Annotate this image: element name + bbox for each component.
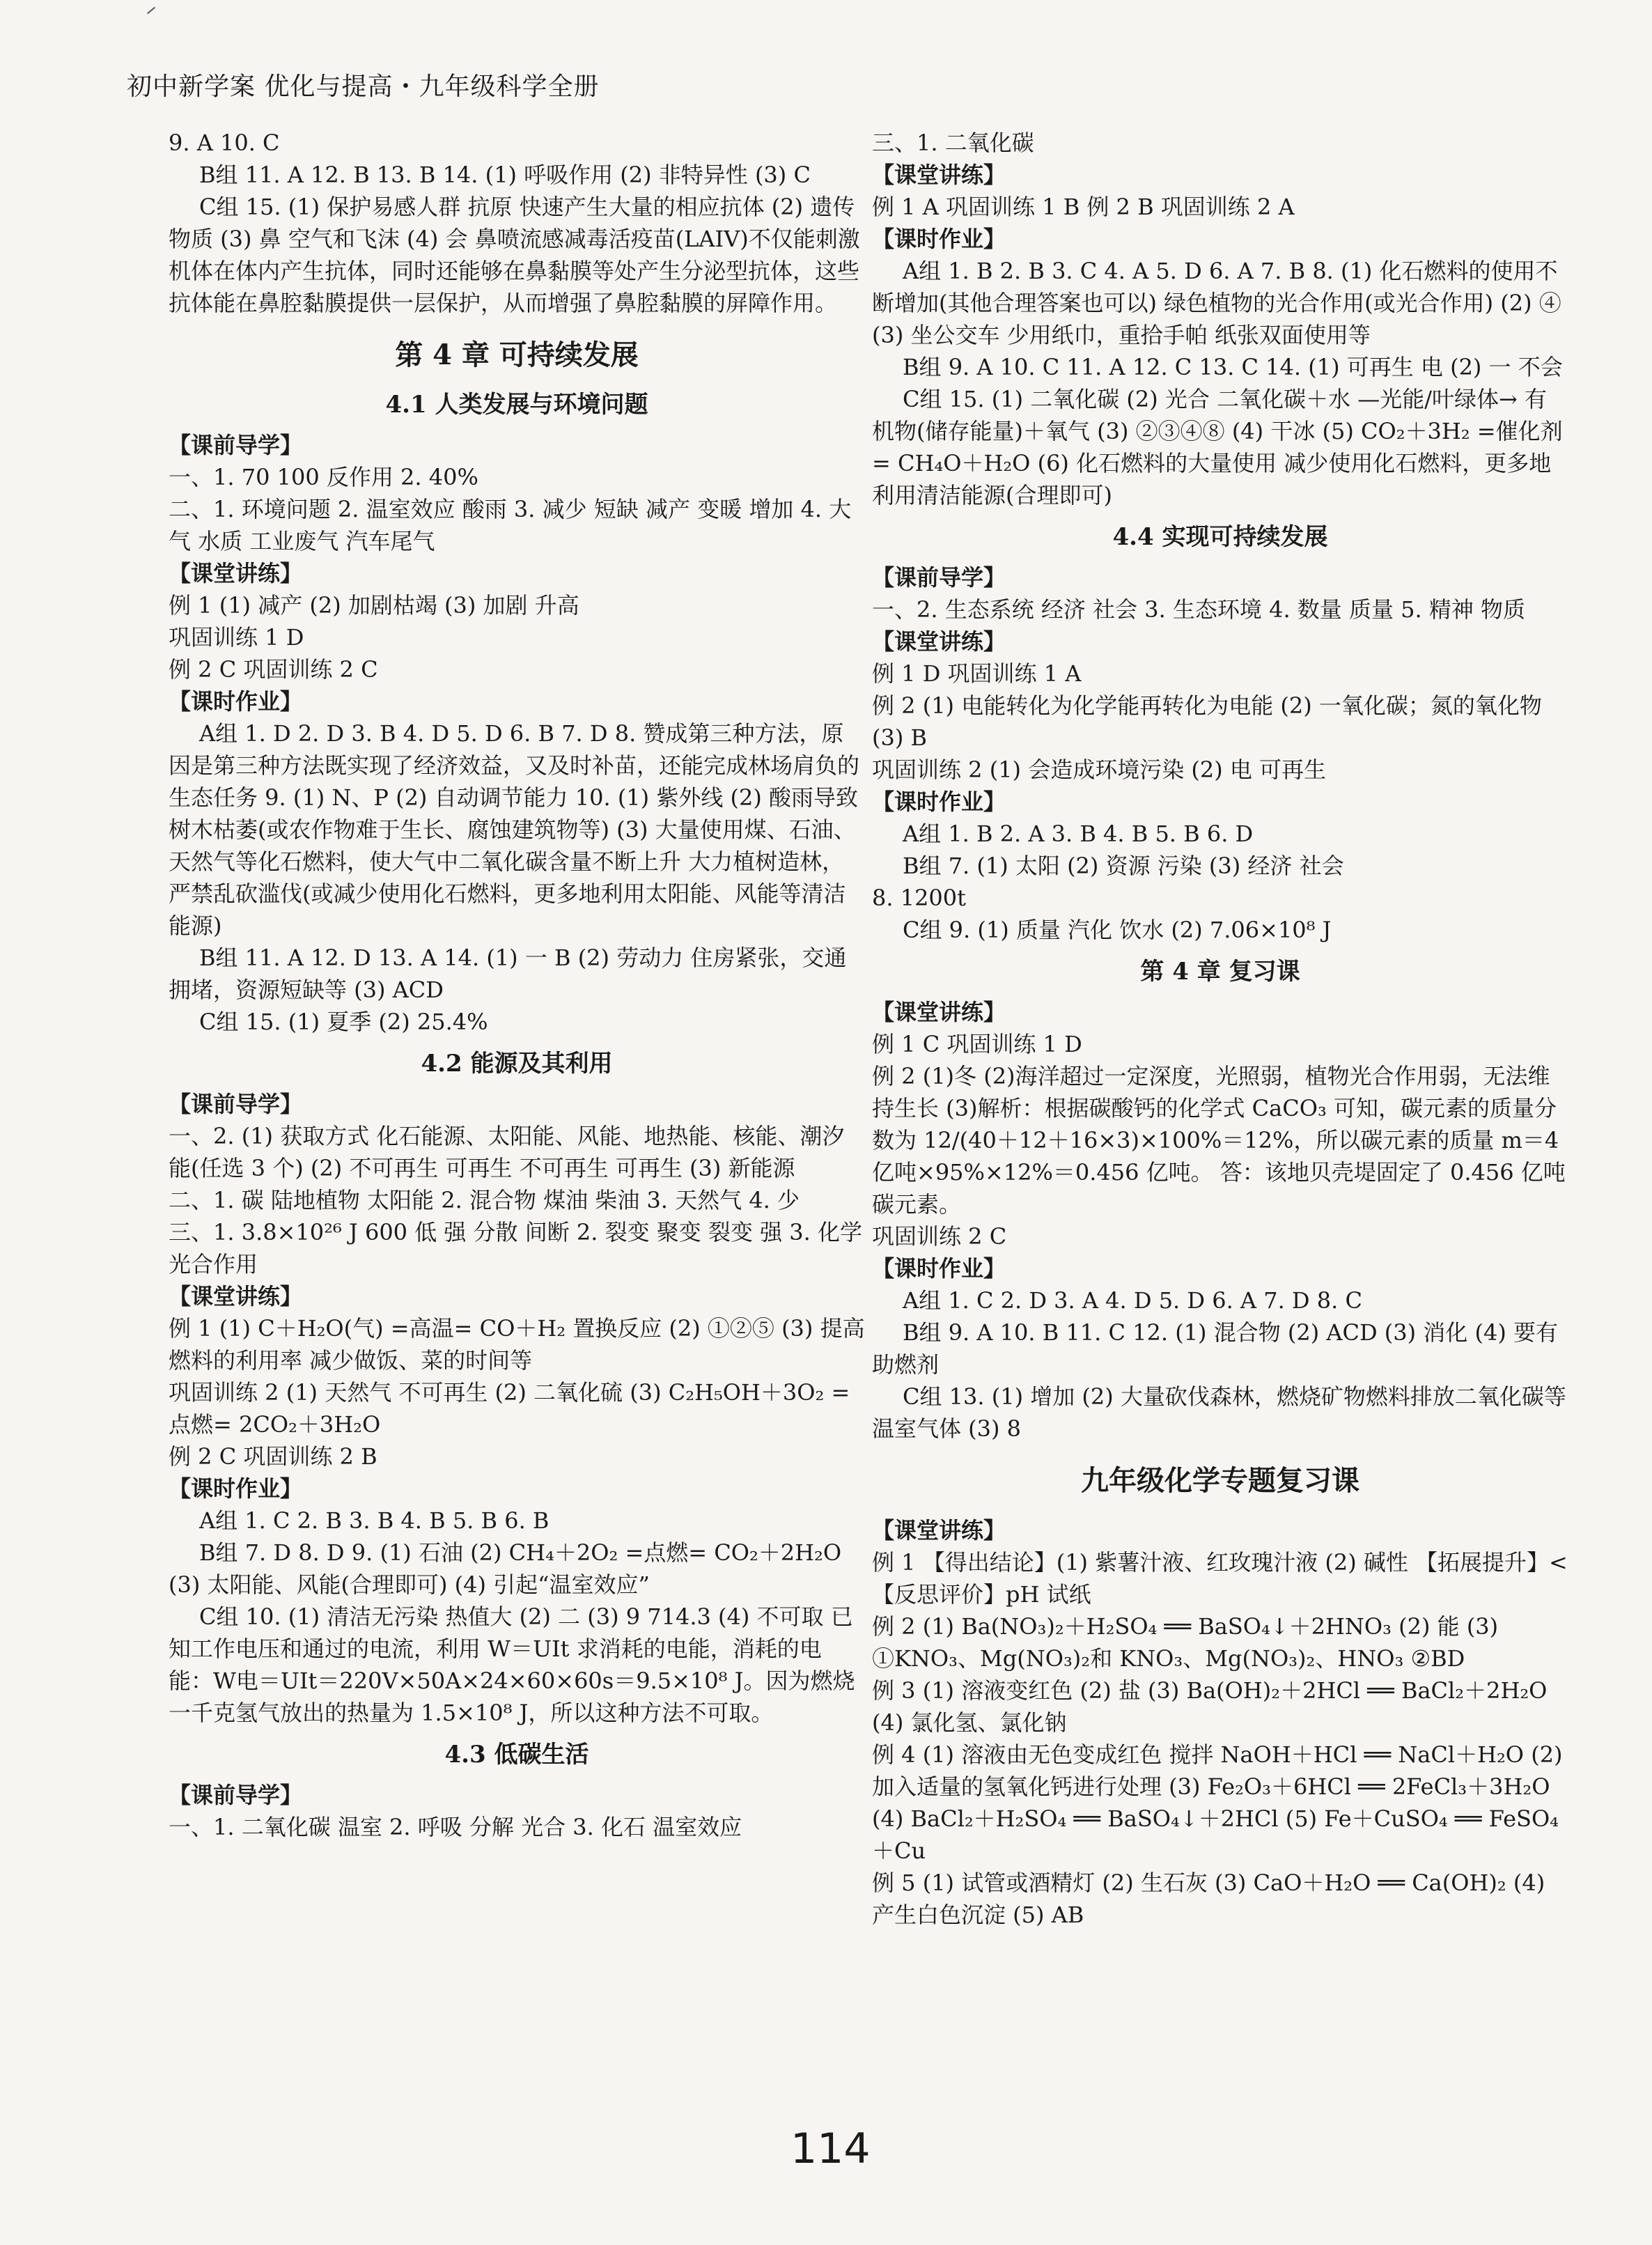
answer-line: 8. 1200t bbox=[872, 885, 966, 911]
answer-line: 一、1. 二氧化碳 温室 2. 呼吸 分解 光合 3. 化石 温室效应 bbox=[169, 1814, 742, 1840]
answer-line: 一、2. 生态系统 经济 社会 3. 生态环境 4. 数量 质量 5. 精神 物质 bbox=[872, 596, 1526, 623]
chapter-title: 第 4 章 可持续发展 bbox=[395, 339, 639, 371]
subsection-label: 【课堂讲练】 bbox=[169, 560, 303, 587]
subsection-label: 【课时作业】 bbox=[872, 789, 1006, 815]
subsection-label: 【课时作业】 bbox=[872, 226, 1006, 252]
answer-group: A组 1. C 2. B 3. B 4. B 5. B 6. B bbox=[199, 1507, 550, 1534]
answer-line: 例 2 (1) Ba(NO₃)₂＋H₂SO₄ ══ BaSO₄↓＋2HNO₃ (2) 能 (3) ①KNO₃、Mg(NO₃)₂和 KNO₃、Mg(NO₃)₂、HNO₃ ②BD bbox=[872, 1613, 1499, 1672]
answer-group: C组 13. (1) 增加 (2) 大量砍伐森林，燃烧矿物燃料排放二氧化碳等温室气体 (3) 8 bbox=[872, 1383, 1566, 1442]
answer-line: 例 1 C 巩固训练 1 D bbox=[872, 1031, 1082, 1057]
subsection-label: 【课堂讲练】 bbox=[169, 1283, 303, 1310]
subsection-label: 【课堂讲练】 bbox=[872, 628, 1006, 655]
subsection-label: 【课时作业】 bbox=[872, 1255, 1006, 1282]
answer-group: C组 10. (1) 清洁无污染 热值大 (2) 二 (3) 9 714.3 (4) 不可取 已知工作电压和通过的电流，利用 W＝UIt 求消耗的电能，消耗的电能：W电＝UIt＝220V×50A×24×60×60s＝9.5×10⁸ J。因为燃烧一千克氢气放出的热量为 1.5×10⁸ J，所以这种方法不可取。 bbox=[169, 1603, 855, 1726]
answer-line: 巩固训练 2 (1) 会造成环境污染 (2) 电 可再生 bbox=[872, 756, 1327, 783]
answer-line: 例 1 【得出结论】(1) 紫薯汁液、红玫瑰汁液 (2) 碱性 【拓展提升】< 【反思评价】pH 试纸 bbox=[872, 1549, 1568, 1608]
answer-group: B组 7. (1) 太阳 (2) 资源 污染 (3) 经济 社会 bbox=[903, 853, 1344, 879]
answer-line: 例 2 (1)冬 (2)海洋超过一定深度，光照弱，植物光合作用弱，无法维持生长 (3)解析：根据碳酸钙的化学式 CaCO₃ 可知，碳元素的质量分数为 12/(40＋12＋16×3)×100%＝12%，所以碳元素的质量 m＝4 亿吨×95%×12%＝0.456 亿吨。 答：该地贝壳堤固定了 0.456 亿吨碳元素。 bbox=[872, 1063, 1566, 1218]
answer-group: B组 7. D 8. D 9. (1) 石油 (2) CH₄＋2O₂ =点燃= CO₂＋2H₂O (3) 太阳能、风能(合理即可) (4) 引起“温室效应” bbox=[169, 1539, 842, 1598]
section-title: 第 4 章 复习课 bbox=[1140, 958, 1300, 986]
answer-group: C组 9. (1) 质量 汽化 饮水 (2) 7.06×10⁸ J bbox=[903, 917, 1332, 943]
subsection-label: 【课前导学】 bbox=[169, 432, 303, 458]
subsection-label: 【课前导学】 bbox=[169, 1782, 303, 1808]
answer-line: 例 2 C 巩固训练 2 B bbox=[169, 1443, 377, 1470]
scan-mark bbox=[147, 7, 155, 15]
subsection-label: 【课前导学】 bbox=[169, 1091, 303, 1117]
answer-line: 例 1 (1) 减产 (2) 加剧枯竭 (3) 加剧 升高 bbox=[169, 592, 579, 619]
answer-line: 例 1 A 巩固训练 1 B 例 2 B 巩固训练 2 A bbox=[872, 194, 1295, 220]
subsection-label: 【课堂讲练】 bbox=[872, 162, 1006, 188]
answer-group: C组 15. (1) 保护易感人群 抗原 快速产生大量的相应抗体 (2) 遗传物质 (3) 鼻 空气和飞沫 (4) 会 鼻喷流感减毒活疫苗(LAIV)不仅能刺激机体在体内产生抗体，同时还能够在鼻黏膜等处产生分泌型抗体，这些抗体能在鼻腔黏膜提供一层保护，从而增强了鼻腔黏膜的屏障作用。 bbox=[169, 194, 860, 316]
answer-group: B组 11. A 12. D 13. A 14. (1) 一 B (2) 劳动力 住房紧张，交通拥堵，资源短缺等 (3) ACD bbox=[169, 945, 847, 1003]
subsection-label: 【课前导学】 bbox=[872, 564, 1006, 591]
page-header: 初中新学案 优化与提高・九年级科学全册 bbox=[127, 72, 600, 101]
answer-line: 巩固训练 1 D bbox=[169, 624, 304, 651]
subsection-label: 【课时作业】 bbox=[169, 1475, 303, 1502]
answer-group: B组 11. A 12. B 13. B 14. (1) 呼吸作用 (2) 非特异性 (3) C bbox=[199, 162, 811, 188]
right-column bbox=[872, 127, 1568, 1931]
answer-line: 一、1. 70 100 反作用 2. 40% bbox=[169, 464, 478, 490]
answer-line: 例 2 C 巩固训练 2 C bbox=[169, 656, 378, 683]
answer-line: 例 1 D 巩固训练 1 A bbox=[872, 660, 1082, 687]
answer-group: A组 1. B 2. A 3. B 4. B 5. B 6. D bbox=[903, 821, 1254, 847]
answer-line: 巩固训练 2 C bbox=[872, 1223, 1007, 1250]
answer-group: C组 15. (1) 夏季 (2) 25.4% bbox=[199, 1009, 488, 1035]
answer-line: 例 2 (1) 电能转化为化学能再转化为电能 (2) 一氧化碳；氮的氧化物 (3) B bbox=[872, 692, 1542, 751]
answer-line: 二、1. 环境问题 2. 温室效应 酸雨 3. 减少 短缺 减产 变暖 增加 4. 大气 水质 工业废气 汽车尾气 bbox=[169, 496, 852, 554]
answer-group: B组 9. A 10. B 11. C 12. (1) 混合物 (2) ACD (3) 消化 (4) 要有助燃剂 bbox=[872, 1319, 1558, 1378]
subsection-label: 【课堂讲练】 bbox=[872, 999, 1006, 1025]
answer-group: C组 15. (1) 二氧化碳 (2) 光合 二氧化碳＋水 —光能/叶绿体→ 有机物(储存能量)＋氧气 (3) ②③④⑧ (4) 干冰 (5) CO₂＋3H₂ =催化剂= CH₄O＋H₂O (6) 化石燃料的大量使用 减少使用化石燃料，更多地利用清洁能源(合理即可) bbox=[872, 386, 1563, 508]
left-column bbox=[169, 127, 865, 1843]
page-number: 114 bbox=[790, 2124, 871, 2173]
section-title: 4.2 能源及其利用 bbox=[421, 1050, 613, 1078]
answer-line: 一、2. (1) 获取方式 化石能源、太阳能、风能、地热能、核能、潮汐能(任选 3 个) (2) 不可再生 可再生 不可再生 可再生 (3) 新能源 bbox=[169, 1123, 845, 1181]
section-title: 4.1 人类发展与环境问题 bbox=[385, 391, 648, 419]
answer-group: B组 9. A 10. C 11. A 12. C 13. C 14. (1) 可再生 电 (2) 一 不会 bbox=[903, 354, 1563, 380]
section-title: 4.4 实现可持续发展 bbox=[1112, 523, 1328, 551]
subsection-label: 【课堂讲练】 bbox=[872, 1517, 1006, 1544]
subsection-label: 【课时作业】 bbox=[169, 688, 303, 715]
answer-group: A组 1. B 2. B 3. C 4. A 5. D 6. A 7. B 8. (1) 化石燃料的使用不断增加(其他合理答案也可以) 绿色植物的光合作用(或光合作用) (2) ④ (3) 坐公交车 少用纸巾，重拾手帕 纸张双面使用等 bbox=[872, 258, 1561, 348]
answer-group: A组 1. C 2. D 3. A 4. D 5. D 6. A 7. D 8. C bbox=[903, 1287, 1362, 1314]
chapter-title: 九年级化学专题复习课 bbox=[1081, 1464, 1359, 1497]
answer-group: A组 1. D 2. D 3. B 4. D 5. D 6. B 7. D 8. 赞成第三种方法，原因是第三种方法既实现了经济效益，又及时补苗，还能完成林场肩负的生态任务 9. (1) N、P (2) 自动调节能力 10. (1) 紫外线 (2) 酸雨导致树木枯萎(或农作物难于生长、腐蚀建筑物等) (3) 大量使用煤、石油、天然气等化石燃料，使大气中二氧化碳含量不断上升 大力植树造林，严禁乱砍滥伐(或减少使用化石燃料，更多地利用太阳能、风能等清洁能源) bbox=[169, 720, 860, 939]
answer-line: 例 5 (1) 试管或酒精灯 (2) 生石灰 (3) CaO＋H₂O ══ Ca(OH)₂ (4) 产生白色沉淀 (5) AB bbox=[872, 1870, 1545, 1928]
answer-line: 三、1. 二氧化碳 bbox=[872, 130, 1034, 156]
answer-line: 例 3 (1) 溶液变红色 (2) 盐 (3) Ba(OH)₂＋2HCl ══ BaCl₂＋2H₂O (4) 氯化氢、氯化钠 bbox=[872, 1677, 1548, 1736]
answer-line: 例 1 (1) C＋H₂O(气) =高温= CO＋H₂ 置换反应 (2) ①②⑤ (3) 提高燃料的利用率 减少做饭、菜的时间等 bbox=[169, 1315, 865, 1374]
answer-line: 巩固训练 2 (1) 天然气 不可再生 (2) 二氧化硫 (3) C₂H₅OH＋3O₂ =点燃= 2CO₂＋3H₂O bbox=[169, 1379, 850, 1438]
answer-line: 二、1. 碳 陆地植物 太阳能 2. 混合物 煤油 柴油 3. 天然气 4. 少 bbox=[169, 1187, 800, 1213]
answer-line: 例 4 (1) 溶液由无色变成红色 搅拌 NaOH＋HCl ══ NaCl＋H₂O (2) 加入适量的氢氧化钙进行处理 (3) Fe₂O₃＋6HCl ══ 2FeCl₃＋3H₂O (4) BaCl₂＋H₂SO₄ ══ BaSO₄↓＋2HCl (5) Fe＋CuSO₄ ══ FeSO₄＋Cu bbox=[872, 1741, 1563, 1864]
section-title: 4.3 低碳生活 bbox=[444, 1741, 589, 1769]
answer-line: 9. A 10. C bbox=[169, 130, 280, 156]
answer-line: 三、1. 3.8×10²⁶ J 600 低 强 分散 间断 2. 裂变 聚变 裂变 强 3. 化学 光合作用 bbox=[169, 1219, 862, 1277]
